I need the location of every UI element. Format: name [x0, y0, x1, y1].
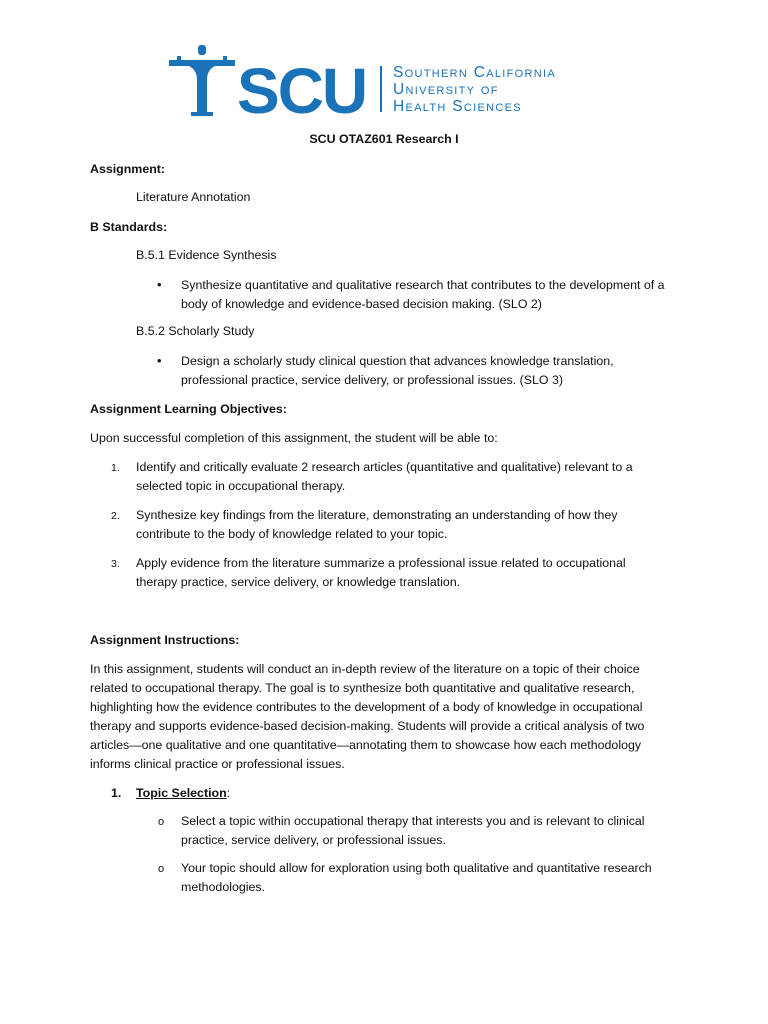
- standard-bullet-b52: Design a scholarly study clinical question that advances knowledge translation, professional practice, service delivery, or professional issues. (SLO 3): [181, 354, 614, 387]
- objective-number: 2.: [111, 510, 120, 522]
- objective-item-2: Synthesize key findings from the literature, demonstrating an understanding of how they contribute to the body of knowledge related to your topic.: [136, 508, 618, 541]
- logo-line-3: Health Sciences: [393, 98, 522, 115]
- standard-code-b52: B.5.2 Scholarly Study: [136, 324, 255, 338]
- sub-bullet-icon: o: [158, 816, 165, 828]
- scu-logo-mark: [165, 40, 375, 120]
- assignment-value: Literature Annotation: [136, 190, 251, 204]
- logo-mark-text: SCU: [237, 55, 367, 120]
- logo-divider: [380, 66, 382, 112]
- objective-number: 1.: [111, 462, 120, 474]
- assignment-label: Assignment:: [90, 162, 166, 176]
- step-title: Topic Selection: [136, 786, 227, 800]
- step-number: 1.: [111, 786, 122, 800]
- bullet-icon: •: [157, 353, 162, 368]
- standard-code-b51: B.5.1 Evidence Synthesis: [136, 248, 277, 262]
- objectives-label: Assignment Learning Objectives:: [90, 402, 287, 416]
- objective-item-1: Identify and critically evaluate 2 research articles (quantitative and qualitative) relevant to a selected topic in occupational therapy.: [136, 460, 633, 493]
- standard-bullet-b51: Synthesize quantitative and qualitative research that contributes to the development of a body of knowledge and evidence-based decision making. (SLO 2): [181, 278, 665, 311]
- sub-bullet-icon: o: [158, 863, 165, 875]
- bullet-icon: •: [157, 277, 162, 292]
- instructions-label: Assignment Instructions:: [90, 633, 240, 647]
- instructions-paragraph: In this assignment, students will conduct an in-depth review of the literature on a topic of their choice related to occupational therapy. The goal is to synthesize both quantitative and qualitative research, highlighting how the evidence contributes to the development of a body of knowledge in occupational therapy and supports evidence-based decision-making. Students will provide a critical analysis of two articles—one qualitative and one quantitative—annotating them to showcase how each methodology informs clinical practice or professional issues.: [90, 662, 645, 771]
- document-title: SCU OTAZ601 Research I: [309, 132, 459, 146]
- standards-label: B Standards:: [90, 220, 168, 234]
- objective-item-3: Apply evidence from the literature summarize a professional issue related to occupational therapy practice, service delivery, or knowledge translation.: [136, 556, 626, 589]
- step-subitem-2: Your topic should allow for exploration using both qualitative and quantitative research methodologies.: [181, 861, 652, 894]
- step-colon: :: [226, 786, 231, 800]
- university-logo: [165, 40, 605, 120]
- objective-number: 3.: [111, 558, 120, 570]
- logo-line-1: Southern California: [393, 64, 556, 81]
- logo-line-2: University of: [393, 81, 499, 98]
- step-subitem-1: Select a topic within occupational therapy that interests you and is relevant to clinical practice, service delivery, or professional issues.: [181, 814, 645, 847]
- objectives-intro: Upon successful completion of this assignment, the student will be able to:: [90, 431, 498, 445]
- step-heading: [136, 784, 230, 803]
